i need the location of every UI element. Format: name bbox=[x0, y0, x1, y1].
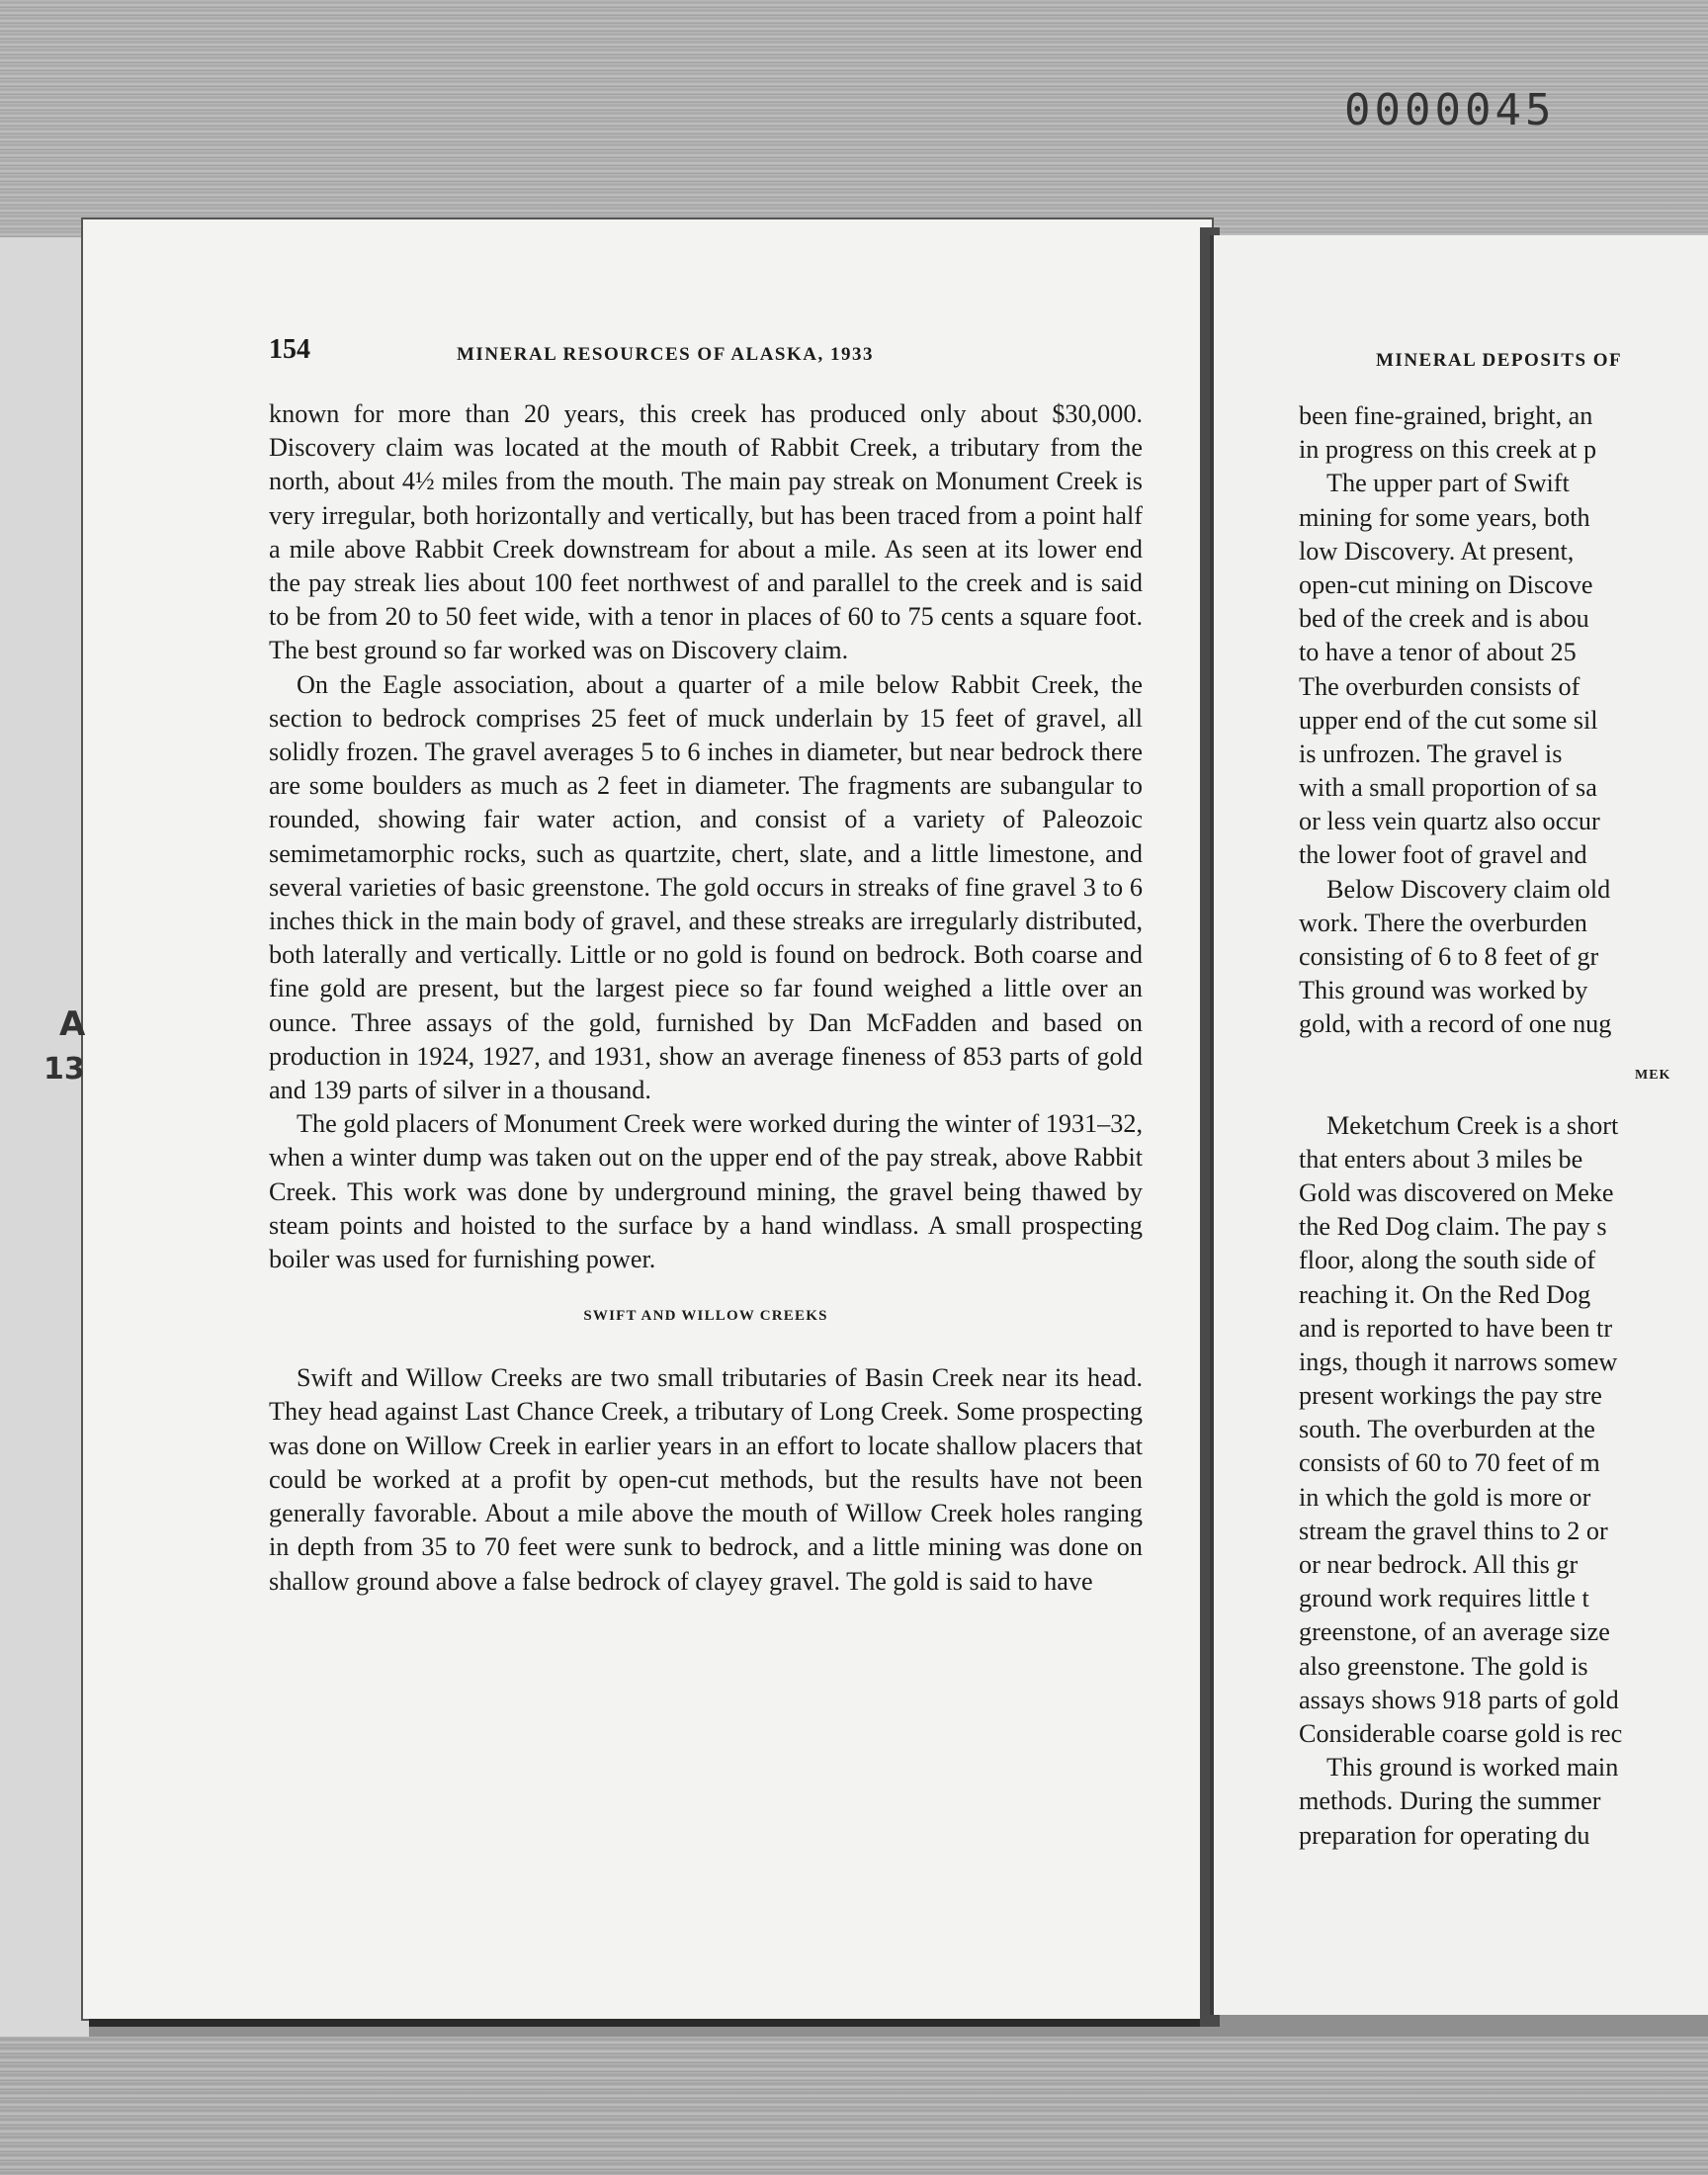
right-line: greenstone, of an average size bbox=[1299, 1617, 1610, 1647]
scan-background-bottom bbox=[0, 2037, 1708, 2175]
right-line: This ground is worked main bbox=[1326, 1753, 1619, 1783]
margin-mark-a: A bbox=[59, 1004, 86, 1044]
right-line: that enters about 3 miles be bbox=[1299, 1144, 1583, 1174]
right-line: low Discovery. At present, bbox=[1299, 536, 1575, 566]
right-line: Below Discovery claim old bbox=[1326, 874, 1611, 904]
right-line: assays shows 918 parts of gold bbox=[1299, 1685, 1619, 1714]
right-line: in which the gold is more or bbox=[1299, 1482, 1591, 1512]
right-line: consists of 60 to 70 feet of m bbox=[1299, 1448, 1600, 1478]
right-page-body bbox=[1299, 399, 1708, 1853]
section-subhead: SWIFT AND WILLOW CREEKS bbox=[583, 1308, 828, 1325]
scan-identifier: 0000045 bbox=[1344, 85, 1556, 135]
right-line: gold, with a record of one nug bbox=[1299, 1009, 1612, 1039]
right-line: methods. During the summer bbox=[1299, 1786, 1601, 1816]
right-running-head: MINERAL DEPOSITS OF bbox=[1376, 350, 1623, 371]
right-line: bed of the creek and is abou bbox=[1299, 604, 1589, 634]
paragraph-2: On the Eagle association, about a quarter of a mile below Rabbit Creek, the section to bedrock comprises 25 feet of muck underlain by 15 feet of gravel, all solidly frozen. The gravel averages 5 to 6 inches in diameter, but near bedrock there are some boulders as much as 2 feet in diameter. The fragments are subangular to rounded, showing fair water action, and consist of a variety of Paleozoic semimetamorphic rocks, such as quartzite, chert, slate, and a little limestone, and several varieties of basic greenstone. The gold occurs in streaks of fine gravel 3 to 6 inches thick in the main body of gravel, and these streaks are irregularly distributed, both laterally and vertically. Little or no gold is found on bedrock. Both coarse and fine gold are present, but the largest piece so far found weighed a little over an ounce. Three assays of the gold, furnished by Dan McFadden and based on production in 1924, 1927, and 1931, show an average fineness of 853 parts of gold and 139 parts of silver in a thousand. bbox=[269, 669, 1143, 1105]
right-line: or less vein quartz also occur bbox=[1299, 807, 1600, 836]
right-line: the Red Dog claim. The pay s bbox=[1299, 1212, 1607, 1242]
right-subhead: MEK bbox=[1635, 1067, 1671, 1083]
right-line: Gold was discovered on Meke bbox=[1299, 1177, 1614, 1207]
right-line: to have a tenor of about 25 bbox=[1299, 638, 1577, 667]
paragraph-4: Swift and Willow Creeks are two small tributaries of Basin Creek near its head. They head against Last Chance Creek, a tributary of Long Creek. Some prospecting was done on Willow Creek in earlier years in an effort to locate shallow placers that could be worked at a profit by open-cut methods, but the results have not been generally favorable. About a mile above the mouth of Willow Creek holes ranging in depth from 35 to 70 feet were sunk to bedrock, and a little mining was done on shallow ground above a false bedrock of clayey gravel. The gold is said to have bbox=[269, 1363, 1143, 1596]
page-number: 154 bbox=[269, 334, 310, 365]
right-line: floor, along the south side of bbox=[1299, 1246, 1596, 1275]
right-line: upper end of the cut some sil bbox=[1299, 705, 1598, 735]
right-line: The overburden consists of bbox=[1299, 671, 1580, 701]
scan-background-left bbox=[0, 237, 89, 2046]
running-head: MINERAL RESOURCES OF ALASKA, 1933 bbox=[457, 344, 874, 365]
right-line: work. There the overburden bbox=[1299, 908, 1587, 937]
right-line: Meketchum Creek is a short bbox=[1326, 1110, 1619, 1140]
right-line: with a small proportion of sa bbox=[1299, 773, 1597, 803]
right-line: Considerable coarse gold is rec bbox=[1299, 1718, 1623, 1748]
right-line: reaching it. On the Red Dog bbox=[1299, 1279, 1591, 1309]
right-line: the lower foot of gravel and bbox=[1299, 840, 1587, 870]
right-line: The upper part of Swift bbox=[1326, 469, 1570, 498]
right-line: also greenstone. The gold is bbox=[1299, 1651, 1588, 1681]
right-line: is unfrozen. The gravel is bbox=[1299, 739, 1563, 768]
paragraph-3: The gold placers of Monument Creek were worked during the winter of 1931–32, when a winter dump was taken out on the upper end of the pay streak, above Rabbit Creek. This work was done by underground mining, the gravel being thawed by steam points and hoisted to the surface by a hand windlass. A small prospecting boiler was used for furnishing power. bbox=[269, 1109, 1143, 1274]
right-line: mining for some years, both bbox=[1299, 502, 1590, 532]
right-line: and is reported to have been tr bbox=[1299, 1313, 1613, 1343]
right-line: been fine-grained, bright, an bbox=[1299, 401, 1593, 430]
right-line: consisting of 6 to 8 feet of gr bbox=[1299, 942, 1599, 971]
left-page-body bbox=[269, 397, 1143, 1599]
right-line: in progress on this creek at p bbox=[1299, 435, 1597, 465]
right-line: open-cut mining on Discove bbox=[1299, 569, 1593, 599]
margin-mark-13: 13 bbox=[43, 1052, 85, 1087]
right-line: ground work requires little t bbox=[1299, 1584, 1589, 1613]
paragraph-1: known for more than 20 years, this creek has produced only about $30,000. Discovery claim was located at the mouth of Rabbit Creek, a tributary from the north, about 4½ miles from the mouth. The main pay streak on Monument Creek is very irregular, both horizontally and vertically, but has been traced from a point half a mile above Rabbit Creek downstream for about a mile. As seen at its lower end the pay streak lies about 100 feet northwest of and parallel to the creek and is said to be from 20 to 50 feet wide, with a tenor in places of 60 to 75 cents a square foot. The best ground so far worked was on Discovery claim. bbox=[269, 399, 1143, 665]
right-line: ings, though it narrows somew bbox=[1299, 1347, 1618, 1376]
right-line: preparation for operating du bbox=[1299, 1820, 1590, 1850]
right-line: This ground was worked by bbox=[1299, 976, 1588, 1005]
right-line: south. The overburden at the bbox=[1299, 1415, 1595, 1444]
right-line: present workings the pay stre bbox=[1299, 1381, 1602, 1411]
right-line: or near bedrock. All this gr bbox=[1299, 1550, 1579, 1579]
right-line: stream the gravel thins to 2 or bbox=[1299, 1516, 1608, 1545]
